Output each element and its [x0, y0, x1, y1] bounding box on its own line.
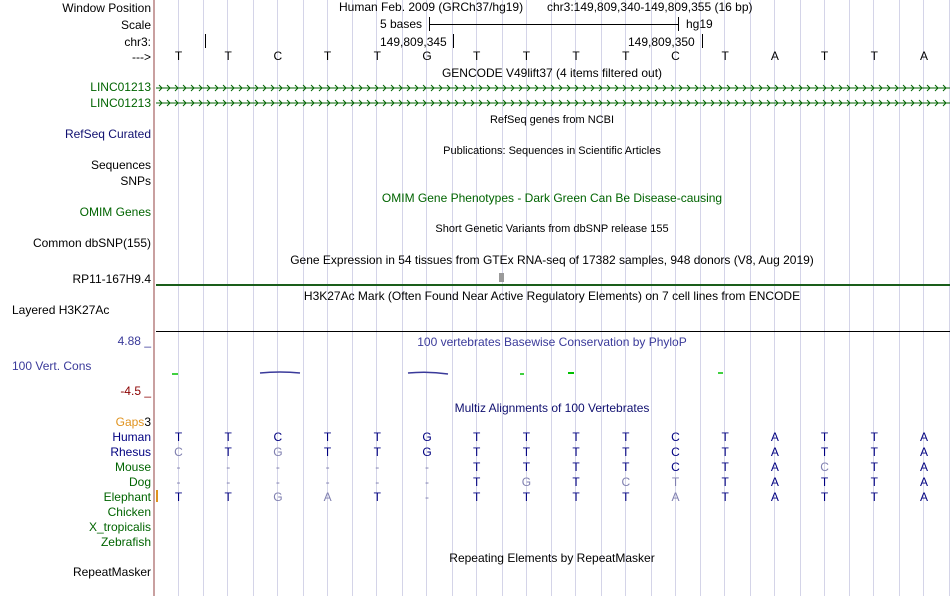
strand-label: ---> — [132, 50, 151, 64]
chrom-label: chr3: — [124, 35, 151, 49]
align-elephant-12: A — [770, 490, 779, 504]
align-rhesus-8: T — [572, 445, 580, 459]
align-mouse-11: T — [721, 460, 729, 474]
align-rhesus-5: G — [422, 445, 432, 459]
gencode-track-title: GENCODE V49lift37 (4 items filtered out) — [441, 66, 663, 80]
base-11: T — [721, 49, 729, 63]
align-dog-14: T — [870, 475, 878, 489]
align-human-5: G — [422, 430, 432, 444]
publications-track-title: Publications: Sequences in Scientific Articles — [443, 145, 661, 157]
species-label-x-tropicalis[interactable]: X_tropicalis — [88, 520, 151, 534]
base-1: T — [224, 49, 232, 63]
align-rhesus-12: A — [770, 445, 779, 459]
coord-label-2: 149,809,350 — [628, 35, 695, 49]
align-human-15: A — [919, 430, 928, 444]
align-elephant-15: A — [919, 490, 928, 504]
align-rhesus-13: T — [820, 445, 829, 459]
align-rhesus-6: T — [473, 445, 481, 459]
track-label-linc01213-2[interactable]: LINC01213 — [90, 96, 151, 110]
align-elephant-4: T — [373, 490, 381, 504]
align-rhesus-3: T — [323, 445, 332, 459]
cons-min-value: -4.5 _ — [120, 384, 151, 398]
base-4: T — [373, 49, 381, 63]
track-data-panel[interactable] — [156, 0, 950, 596]
align-human-13: T — [820, 430, 829, 444]
phylop-bar-3 — [408, 372, 448, 374]
align-dog-3: - — [325, 475, 330, 489]
align-mouse-14: T — [870, 460, 878, 474]
track-label-snps[interactable]: SNPs — [120, 174, 151, 188]
phylop-bar-2 — [260, 372, 300, 373]
align-mouse-12: A — [770, 460, 779, 474]
linc01213-transcript-2[interactable] — [156, 100, 950, 106]
align-human-7: T — [522, 430, 531, 444]
align-dog-8: T — [572, 475, 580, 489]
align-mouse-15: A — [919, 460, 928, 474]
align-mouse-8: T — [572, 460, 580, 474]
track-label-repeatmasker[interactable]: RepeatMasker — [72, 565, 151, 579]
align-dog-5: - — [425, 475, 429, 489]
align-human-3: T — [323, 430, 332, 444]
align-elephant-1: T — [224, 490, 232, 504]
align-dog-6: T — [473, 475, 481, 489]
coord-tick-start — [205, 34, 206, 48]
gtex-expression-marker[interactable] — [499, 273, 504, 282]
base-7: T — [522, 49, 531, 63]
base-15: A — [919, 49, 928, 63]
align-dog-2: - — [275, 475, 280, 489]
h3k27ac-track-title: H3K27Ac Mark (Often Found Near Active Regulatory Elements) on 7 cell lines from ENCODE — [303, 289, 801, 303]
linc01213-transcript-1[interactable] — [156, 85, 950, 91]
align-rhesus-14: T — [870, 445, 878, 459]
species-label-zebrafish[interactable]: Zebrafish — [100, 535, 151, 549]
align-elephant-5: - — [425, 490, 429, 504]
scale-bar-right-tick — [678, 17, 679, 31]
align-human-2: C — [273, 430, 283, 444]
align-dog-9: C — [621, 475, 631, 489]
track-label-100-vert-cons[interactable]: 100 Vert. Cons — [12, 359, 92, 373]
dbsnp-track-title: Short Genetic Variants from dbSNP release 155 — [435, 223, 669, 235]
linc01213-gene-features[interactable] — [156, 81, 950, 111]
align-mouse-4: - — [375, 460, 380, 474]
align-mouse-2: - — [275, 460, 280, 474]
coord-tick-1 — [453, 34, 454, 48]
align-rhesus-15: A — [919, 445, 928, 459]
align-elephant-13: T — [820, 490, 829, 504]
align-elephant-2: G — [273, 490, 283, 504]
align-dog-0: - — [176, 475, 181, 489]
species-label-dog[interactable]: Dog — [128, 475, 151, 489]
phylop-track-title: 100 vertebrates Basewise Conservation by PhyloP — [417, 335, 687, 349]
align-human-1: T — [224, 430, 232, 444]
align-human-9: T — [622, 430, 630, 444]
align-human-6: T — [473, 430, 481, 444]
repeatmasker-track-title: Repeating Elements by RepeatMasker — [449, 551, 655, 565]
align-dog-11: T — [721, 475, 729, 489]
align-elephant-9: T — [622, 490, 630, 504]
base-2: C — [273, 49, 283, 63]
omim-track-title: OMIM Gene Phenotypes - Dark Green Can Be Disease-causing — [381, 191, 723, 205]
align-rhesus-7: T — [522, 445, 531, 459]
base-0: T — [174, 49, 183, 63]
multiz-track-title: Multiz Alignments of 100 Vertebrates — [454, 401, 650, 415]
align-mouse-13: C — [820, 460, 829, 474]
cons-max-value: 4.88 _ — [117, 334, 151, 348]
align-elephant-6: T — [473, 490, 481, 504]
species-label-chicken[interactable]: Chicken — [107, 505, 151, 519]
align-dog-7: G — [521, 475, 532, 489]
species-label-mouse[interactable]: Mouse — [114, 460, 151, 474]
window-position-label: Window Position — [62, 1, 151, 15]
align-rhesus-1: T — [224, 445, 232, 459]
align-elephant-14: T — [870, 490, 878, 504]
base-10: C — [671, 49, 680, 63]
align-rhesus-11: T — [721, 445, 729, 459]
align-mouse-6: T — [473, 460, 481, 474]
species-label-rhesus[interactable]: Rhesus — [110, 445, 151, 459]
base-9: T — [622, 49, 630, 63]
align-human-10: C — [671, 430, 680, 444]
align-rhesus-4: T — [373, 445, 381, 459]
align-mouse-1: - — [226, 460, 231, 474]
align-dog-1: - — [226, 475, 231, 489]
align-human-4: T — [373, 430, 381, 444]
align-human-14: T — [870, 430, 878, 444]
align-elephant-8: T — [572, 490, 580, 504]
scale-label: Scale — [120, 18, 151, 32]
track-label-layered-h3k27ac[interactable]: Layered H3K27Ac — [12, 303, 110, 317]
track-label-rp11[interactable]: RP11-167H9.4 — [72, 272, 151, 286]
base-3: T — [323, 49, 332, 63]
base-14: T — [870, 49, 878, 63]
align-human-11: T — [721, 430, 729, 444]
species-label-elephant[interactable]: Elephant — [103, 490, 151, 504]
track-label-linc01213-1[interactable]: LINC01213 — [90, 80, 151, 94]
track-label-column — [0, 0, 153, 596]
gaps-label-text: Gaps — [115, 415, 145, 429]
align-rhesus-10: C — [671, 445, 680, 459]
base-5: G — [422, 49, 432, 63]
align-dog-4: - — [375, 475, 380, 489]
align-rhesus-2: G — [273, 445, 283, 459]
window-position-text: chr3:149,809,340-149,809,355 (16 bp) — [547, 0, 753, 14]
phylop-conservation-plot[interactable] — [156, 368, 950, 378]
align-rhesus-0: C — [174, 445, 183, 459]
base-sequence-row — [156, 49, 950, 63]
scale-bar-text: 5 bases — [380, 17, 423, 31]
align-elephant-10: A — [671, 490, 680, 504]
coord-tick-2 — [702, 34, 703, 48]
align-mouse-3: - — [325, 460, 330, 474]
base-12: A — [770, 49, 779, 63]
align-mouse-7: T — [522, 460, 531, 474]
track-label-common-dbsnp[interactable]: Common dbSNP(155) — [32, 236, 151, 250]
align-mouse-9: T — [622, 460, 630, 474]
track-label-omim-genes[interactable]: OMIM Genes — [79, 205, 151, 219]
h3k27ac-baseline — [156, 331, 950, 332]
scale-bar-db: hg19 — [686, 17, 713, 31]
gtex-gene-bar[interactable] — [156, 284, 950, 286]
align-dog-15: A — [919, 475, 928, 489]
gtex-track-title: Gene Expression in 54 tissues from GTEx RNA-seq of 17382 samples, 948 donors (V8, Aug 2019) — [290, 253, 814, 267]
base-6: T — [473, 49, 481, 63]
base-13: T — [820, 49, 829, 63]
track-label-sequences[interactable]: Sequences — [90, 158, 151, 172]
scale-bar-line — [429, 24, 678, 25]
align-human-12: A — [770, 430, 779, 444]
align-dog-12: A — [770, 475, 779, 489]
align-human-8: T — [572, 430, 580, 444]
coord-label-1: 149,809,345 — [380, 35, 447, 49]
align-elephant-11: T — [721, 490, 729, 504]
label-divider[interactable] — [153, 0, 155, 596]
align-dog-10: T — [671, 475, 680, 489]
align-mouse-0: - — [176, 460, 181, 474]
base-8: T — [572, 49, 580, 63]
align-mouse-5: - — [425, 460, 429, 474]
align-human-0: T — [174, 430, 183, 444]
multiz-alignment-rows — [156, 430, 950, 505]
align-rhesus-9: T — [622, 445, 630, 459]
align-dog-13: T — [820, 475, 829, 489]
assembly-title: Human Feb. 2009 (GRCh37/hg19) — [339, 0, 524, 14]
align-elephant-0: T — [174, 490, 183, 504]
species-label-human[interactable]: Human — [112, 430, 151, 444]
align-mouse-10: C — [671, 460, 680, 474]
track-label-gaps[interactable] — [116, 415, 151, 429]
align-elephant-7: T — [522, 490, 531, 504]
refseq-track-title: RefSeq genes from NCBI — [489, 114, 615, 126]
gaps-count: 3 — [144, 415, 151, 429]
align-elephant-3: A — [323, 490, 332, 504]
track-label-refseq-curated[interactable]: RefSeq Curated — [64, 127, 151, 141]
